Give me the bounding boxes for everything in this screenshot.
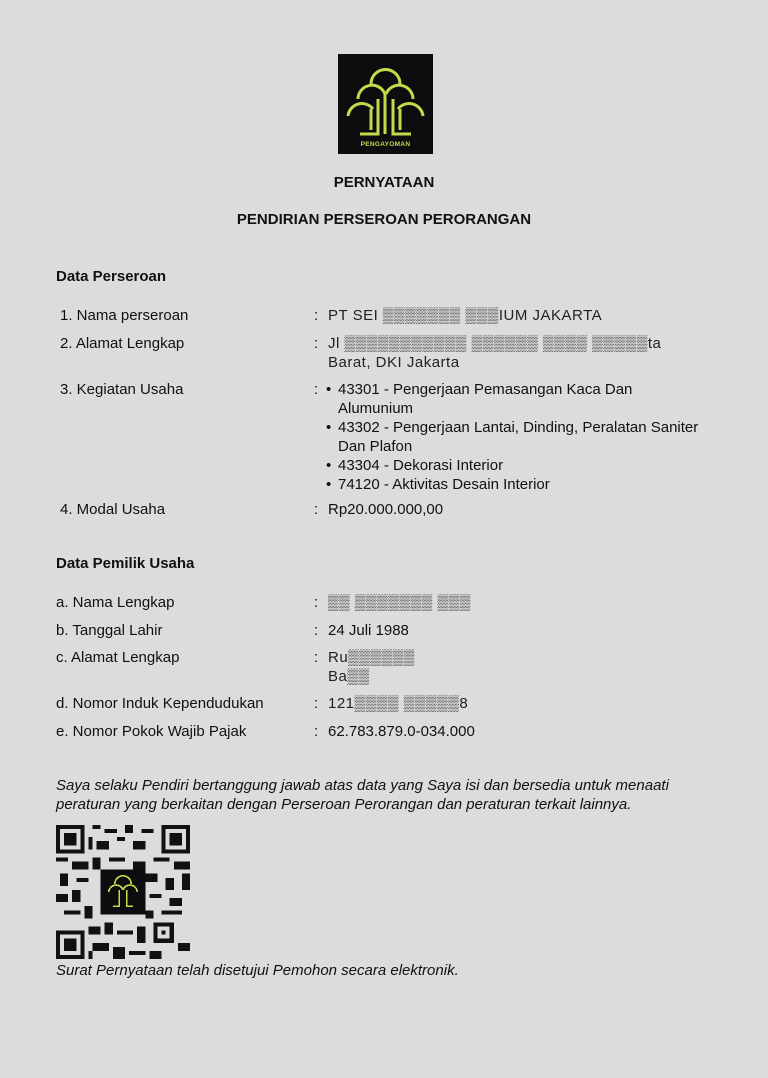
colon: :: [314, 381, 319, 398]
pengayoman-logo: [338, 54, 433, 154]
responsibility-statement: Saya selaku Pendiri bertanggung jawab atas data yang Saya isi dan bersedia untuk menaati peraturan yang berkaitan dengan Perseroan Perorangan dan peraturan terkait lainnya.: [56, 777, 669, 813]
field-label: 4. Modal Usaha: [60, 501, 166, 518]
field-label: d. Nomor Induk Kependudukan: [56, 695, 264, 712]
field-label: 3. Kegiatan Usaha: [60, 381, 184, 398]
colon: :: [314, 649, 319, 666]
field-label: a. Nama Lengkap: [56, 594, 175, 611]
colon: :: [314, 501, 319, 518]
section-heading-company: Data Perseroan: [56, 268, 167, 285]
field-label: 2. Alamat Lengkap: [60, 335, 185, 352]
field-label: b. Tanggal Lahir: [56, 622, 163, 639]
activity-item: • 43304 - Dekorasi Interior: [326, 457, 504, 474]
field-label: 1. Nama perseroan: [60, 307, 189, 324]
qr-code-icon: [56, 825, 190, 959]
field-value-line2: Ba▒▒: [328, 668, 370, 685]
logo-text: PENGAYOMAN: [360, 141, 411, 148]
field-value: PT SEI ▒▒▒▒▒▒▒ ▒▒▒IUM JAKARTA: [328, 307, 603, 324]
field-value: 24 Juli 1988: [328, 622, 409, 639]
colon: :: [314, 622, 319, 639]
colon: :: [314, 594, 319, 611]
document-title: PERNYATAAN: [333, 174, 435, 191]
colon: :: [314, 307, 319, 324]
field-value: 121▒▒▒▒ ▒▒▒▒▒8: [328, 695, 469, 712]
colon: :: [314, 723, 319, 740]
field-value: Ru▒▒▒▒▒▒: [328, 649, 415, 666]
field-label: e. Nomor Pokok Wajib Pajak: [56, 723, 247, 740]
electronic-approval-note: Surat Pernyataan telah disetujui Pemohon secara elektronik.: [56, 962, 459, 979]
pengayoman-tree-icon: [338, 54, 433, 154]
activity-item: • 74120 - Aktivitas Desain Interior: [326, 476, 550, 493]
field-value: Jl ▒▒▒▒▒▒▒▒▒▒▒ ▒▒▒▒▒▒ ▒▒▒▒ ▒▒▒▒▒ta Barat, DKI Jakarta: [328, 335, 662, 371]
activity-item: • 43301 - Pengerjaan Pemasangan Kaca Dan Alumunium: [326, 381, 633, 417]
section-heading-owner: Data Pemilik Usaha: [56, 555, 195, 572]
field-value: ▒▒ ▒▒▒▒▒▒▒ ▒▒▒: [328, 594, 471, 611]
field-value: Rp20.000.000,00: [328, 501, 444, 518]
colon: :: [314, 335, 319, 352]
activity-item: • 43302 - Pengerjaan Lantai, Dinding, Peralatan Saniter Dan Plafon: [326, 419, 699, 455]
field-value: 62.783.879.0-034.000: [328, 723, 475, 740]
activity-list: [324, 380, 704, 494]
document-subtitle: PENDIRIAN PERSEROAN PERORANGAN: [236, 211, 532, 228]
colon: :: [314, 695, 319, 712]
field-label: c. Alamat Lengkap: [56, 649, 180, 666]
